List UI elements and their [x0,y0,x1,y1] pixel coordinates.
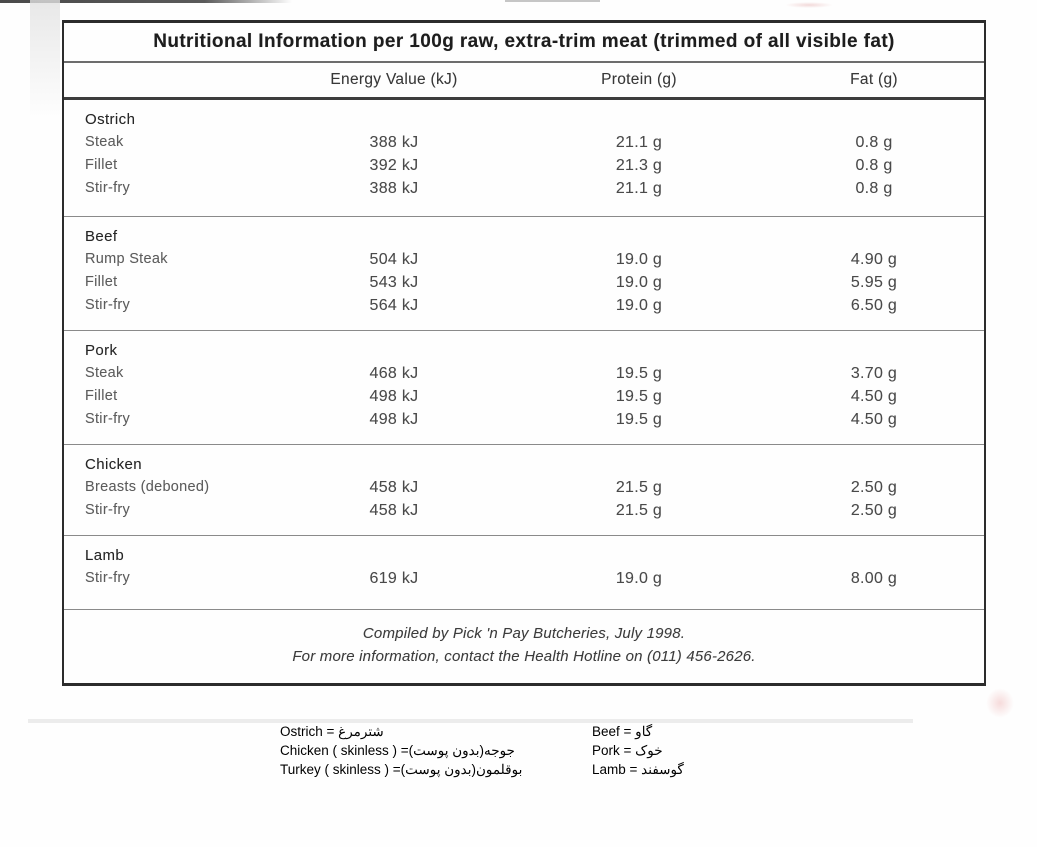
scan-artifact-pink-smudge [986,688,1014,718]
energy-value: 388 kJ [369,180,419,197]
table-row [64,408,984,431]
protein-value: 21.5 g [615,479,663,496]
section-ostrich [64,100,984,217]
fat-value: 0.8 g [855,134,893,151]
section-name: Chicken [85,456,142,473]
row-label: Steak [85,365,124,381]
table-header-row [64,63,984,100]
protein-value: 19.0 g [615,274,663,291]
section-name: Lamb [85,547,125,564]
fat-value: 4.50 g [850,388,898,405]
glossary-entry-chicken [280,741,522,760]
column-header-protein: Protein (g) [601,71,677,88]
section-name: Ostrich [85,111,136,128]
protein-value: 19.5 g [615,365,663,382]
fat-value: 6.50 g [850,297,898,314]
table-row [64,294,984,317]
table-row [64,567,984,590]
section-pork [64,331,984,445]
glossary-translation: گوسفند [641,762,684,777]
energy-value: 543 kJ [369,274,419,291]
protein-value: 19.0 g [615,297,663,314]
fat-value: 3.70 g [850,365,898,382]
glossary-term: Pork = [592,743,636,758]
glossary-term: Chicken ( skinless ) = [280,743,409,758]
fat-value: 4.90 g [850,251,898,268]
fat-value: 0.8 g [855,157,893,174]
glossary-entry-turkey [280,760,522,779]
energy-value: 458 kJ [369,479,419,496]
fat-value: 5.95 g [850,274,898,291]
section-lamb [64,536,984,610]
energy-value: 388 kJ [369,134,419,151]
glossary-term: Lamb = [592,762,642,777]
glossary-term: Ostrich = [280,724,339,739]
nutrition-table [62,20,986,686]
row-label: Stir-fry [85,180,131,196]
glossary-translation: بوقلمون(بدون پوست) [400,762,523,777]
section-beef [64,217,984,331]
row-label: Fillet [85,388,118,404]
scan-artifact-top-streak [0,0,292,3]
section-name: Beef [85,228,118,245]
column-header-fat: Fat (g) [850,71,898,88]
row-label: Steak [85,134,124,150]
glossary-term: Beef = [592,724,636,739]
protein-value: 21.1 g [615,134,663,151]
energy-value: 392 kJ [369,157,419,174]
protein-value: 19.5 g [615,388,663,405]
table-row [64,362,984,385]
table-row [64,385,984,408]
energy-value: 564 kJ [369,297,419,314]
table-row [64,248,984,271]
protein-value: 19.0 g [615,570,663,587]
glossary-translation: گاو [635,724,653,739]
protein-value: 19.0 g [615,251,663,268]
energy-value: 498 kJ [369,388,419,405]
fat-value: 4.50 g [850,411,898,428]
section-chicken [64,445,984,536]
footer-hotline: For more information, contact the Health Hotline on (011) 456-2626. [292,648,756,665]
table-title: Nutritional Information per 100g raw, extra-trim meat (trimmed of all visible fat) [153,31,895,52]
glossary-translation: جوجه(بدون پوست) [408,743,515,758]
table-row [64,131,984,154]
fat-value: 2.50 g [850,479,898,496]
protein-value: 21.1 g [615,180,663,197]
row-label: Fillet [85,157,118,173]
energy-value: 504 kJ [369,251,419,268]
glossary-entry-lamb [592,760,684,779]
scan-artifact-pink-streak [785,2,833,8]
glossary-entry-pork [592,741,684,760]
energy-value: 619 kJ [369,570,419,587]
row-label: Stir-fry [85,570,131,586]
row-label: Rump Steak [85,251,168,267]
row-label: Stir-fry [85,411,131,427]
scan-artifact-left-gutter [30,0,60,118]
table-row [64,154,984,177]
row-label: Fillet [85,274,118,290]
row-label: Stir-fry [85,502,131,518]
column-header-energy: Energy Value (kJ) [330,71,458,88]
fat-value: 2.50 g [850,502,898,519]
table-footer [64,610,984,668]
glossary-term: Turkey ( skinless ) = [280,762,401,777]
table-row [64,177,984,200]
table-title-row [64,23,984,63]
table-row [64,476,984,499]
row-label: Breasts (deboned) [85,479,210,495]
energy-value: 498 kJ [369,411,419,428]
glossary-left-column [280,722,522,779]
glossary-right-column [592,722,684,779]
scan-artifact-top-streak-light [505,0,600,2]
protein-value: 19.5 g [615,411,663,428]
footer-compiled-by: Compiled by Pick 'n Pay Butcheries, July 1998. [362,625,686,642]
energy-value: 468 kJ [369,365,419,382]
glossary-translation: شترمرغ [338,724,384,739]
table-row [64,271,984,294]
glossary-entry-ostrich [280,722,522,741]
fat-value: 8.00 g [850,570,898,587]
protein-value: 21.5 g [615,502,663,519]
energy-value: 458 kJ [369,502,419,519]
glossary-entry-beef [592,722,684,741]
fat-value: 0.8 g [855,180,893,197]
section-name: Pork [85,342,118,359]
row-label: Stir-fry [85,297,131,313]
protein-value: 21.3 g [615,157,663,174]
table-row [64,499,984,522]
glossary-translation: خوک [635,743,663,758]
